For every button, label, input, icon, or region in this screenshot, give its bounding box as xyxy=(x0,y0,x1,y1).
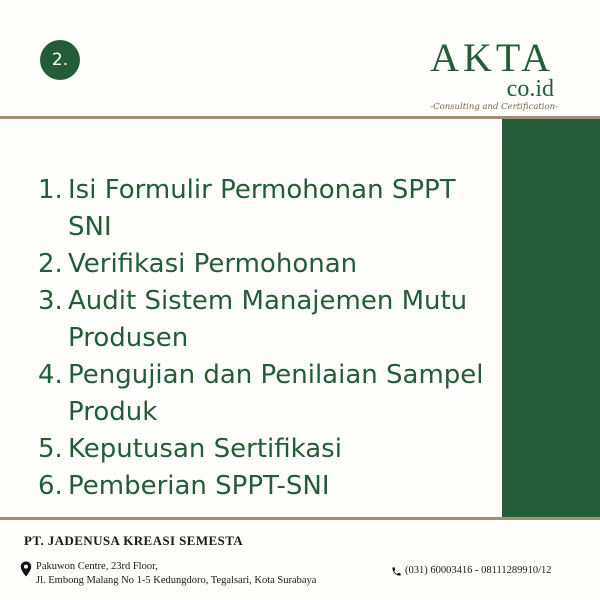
step-text: Isi Formulir Permohonan SPPT SNI xyxy=(68,175,456,242)
akta-logo xyxy=(404,35,558,116)
header xyxy=(0,0,600,116)
step-number: 3. xyxy=(38,286,63,316)
step-badge xyxy=(40,40,80,80)
logo-name: AKTA xyxy=(430,35,554,80)
step-item xyxy=(38,246,500,283)
step-text: Pengujian dan Penilaian Sampel Produk xyxy=(68,360,484,427)
step-number: 5. xyxy=(38,434,63,464)
step-text: Audit Sistem Manajemen Mutu Produsen xyxy=(68,286,468,353)
footer xyxy=(0,520,600,600)
logo-domain: co.id xyxy=(506,76,554,102)
step-number: 4. xyxy=(38,360,63,390)
logo-tagline: -Consulting and Certification- xyxy=(430,102,558,112)
step-number: 6. xyxy=(38,471,63,501)
step-text: Verifikasi Permohonan xyxy=(68,249,358,279)
step-text: Pemberian SPPT-SNI xyxy=(68,471,330,501)
step-item xyxy=(38,172,500,246)
side-green-panel xyxy=(502,119,600,517)
step-item xyxy=(38,468,500,505)
phone-number: (031) 60003416 - 08111289910/12 xyxy=(405,565,552,576)
address-line-1: Pakuwon Centre, 23rd Floor, xyxy=(36,561,158,572)
step-badge-number: 2. xyxy=(51,50,69,70)
step-number: 2. xyxy=(38,249,63,279)
steps-list xyxy=(38,172,500,505)
step-item xyxy=(38,357,500,431)
phone-icon xyxy=(391,566,402,577)
step-item xyxy=(38,431,500,468)
step-number: 1. xyxy=(38,175,63,205)
location-pin-icon xyxy=(20,561,32,577)
step-text: Keputusan Sertifikasi xyxy=(68,434,342,464)
address-line-2: Jl. Embong Malang No 1-5 Kedungdoro, Tegalsari, Kota Surabaya xyxy=(36,575,317,586)
company-name: PT. JADENUSA KREASI SEMESTA xyxy=(24,533,244,548)
step-item xyxy=(38,283,500,357)
